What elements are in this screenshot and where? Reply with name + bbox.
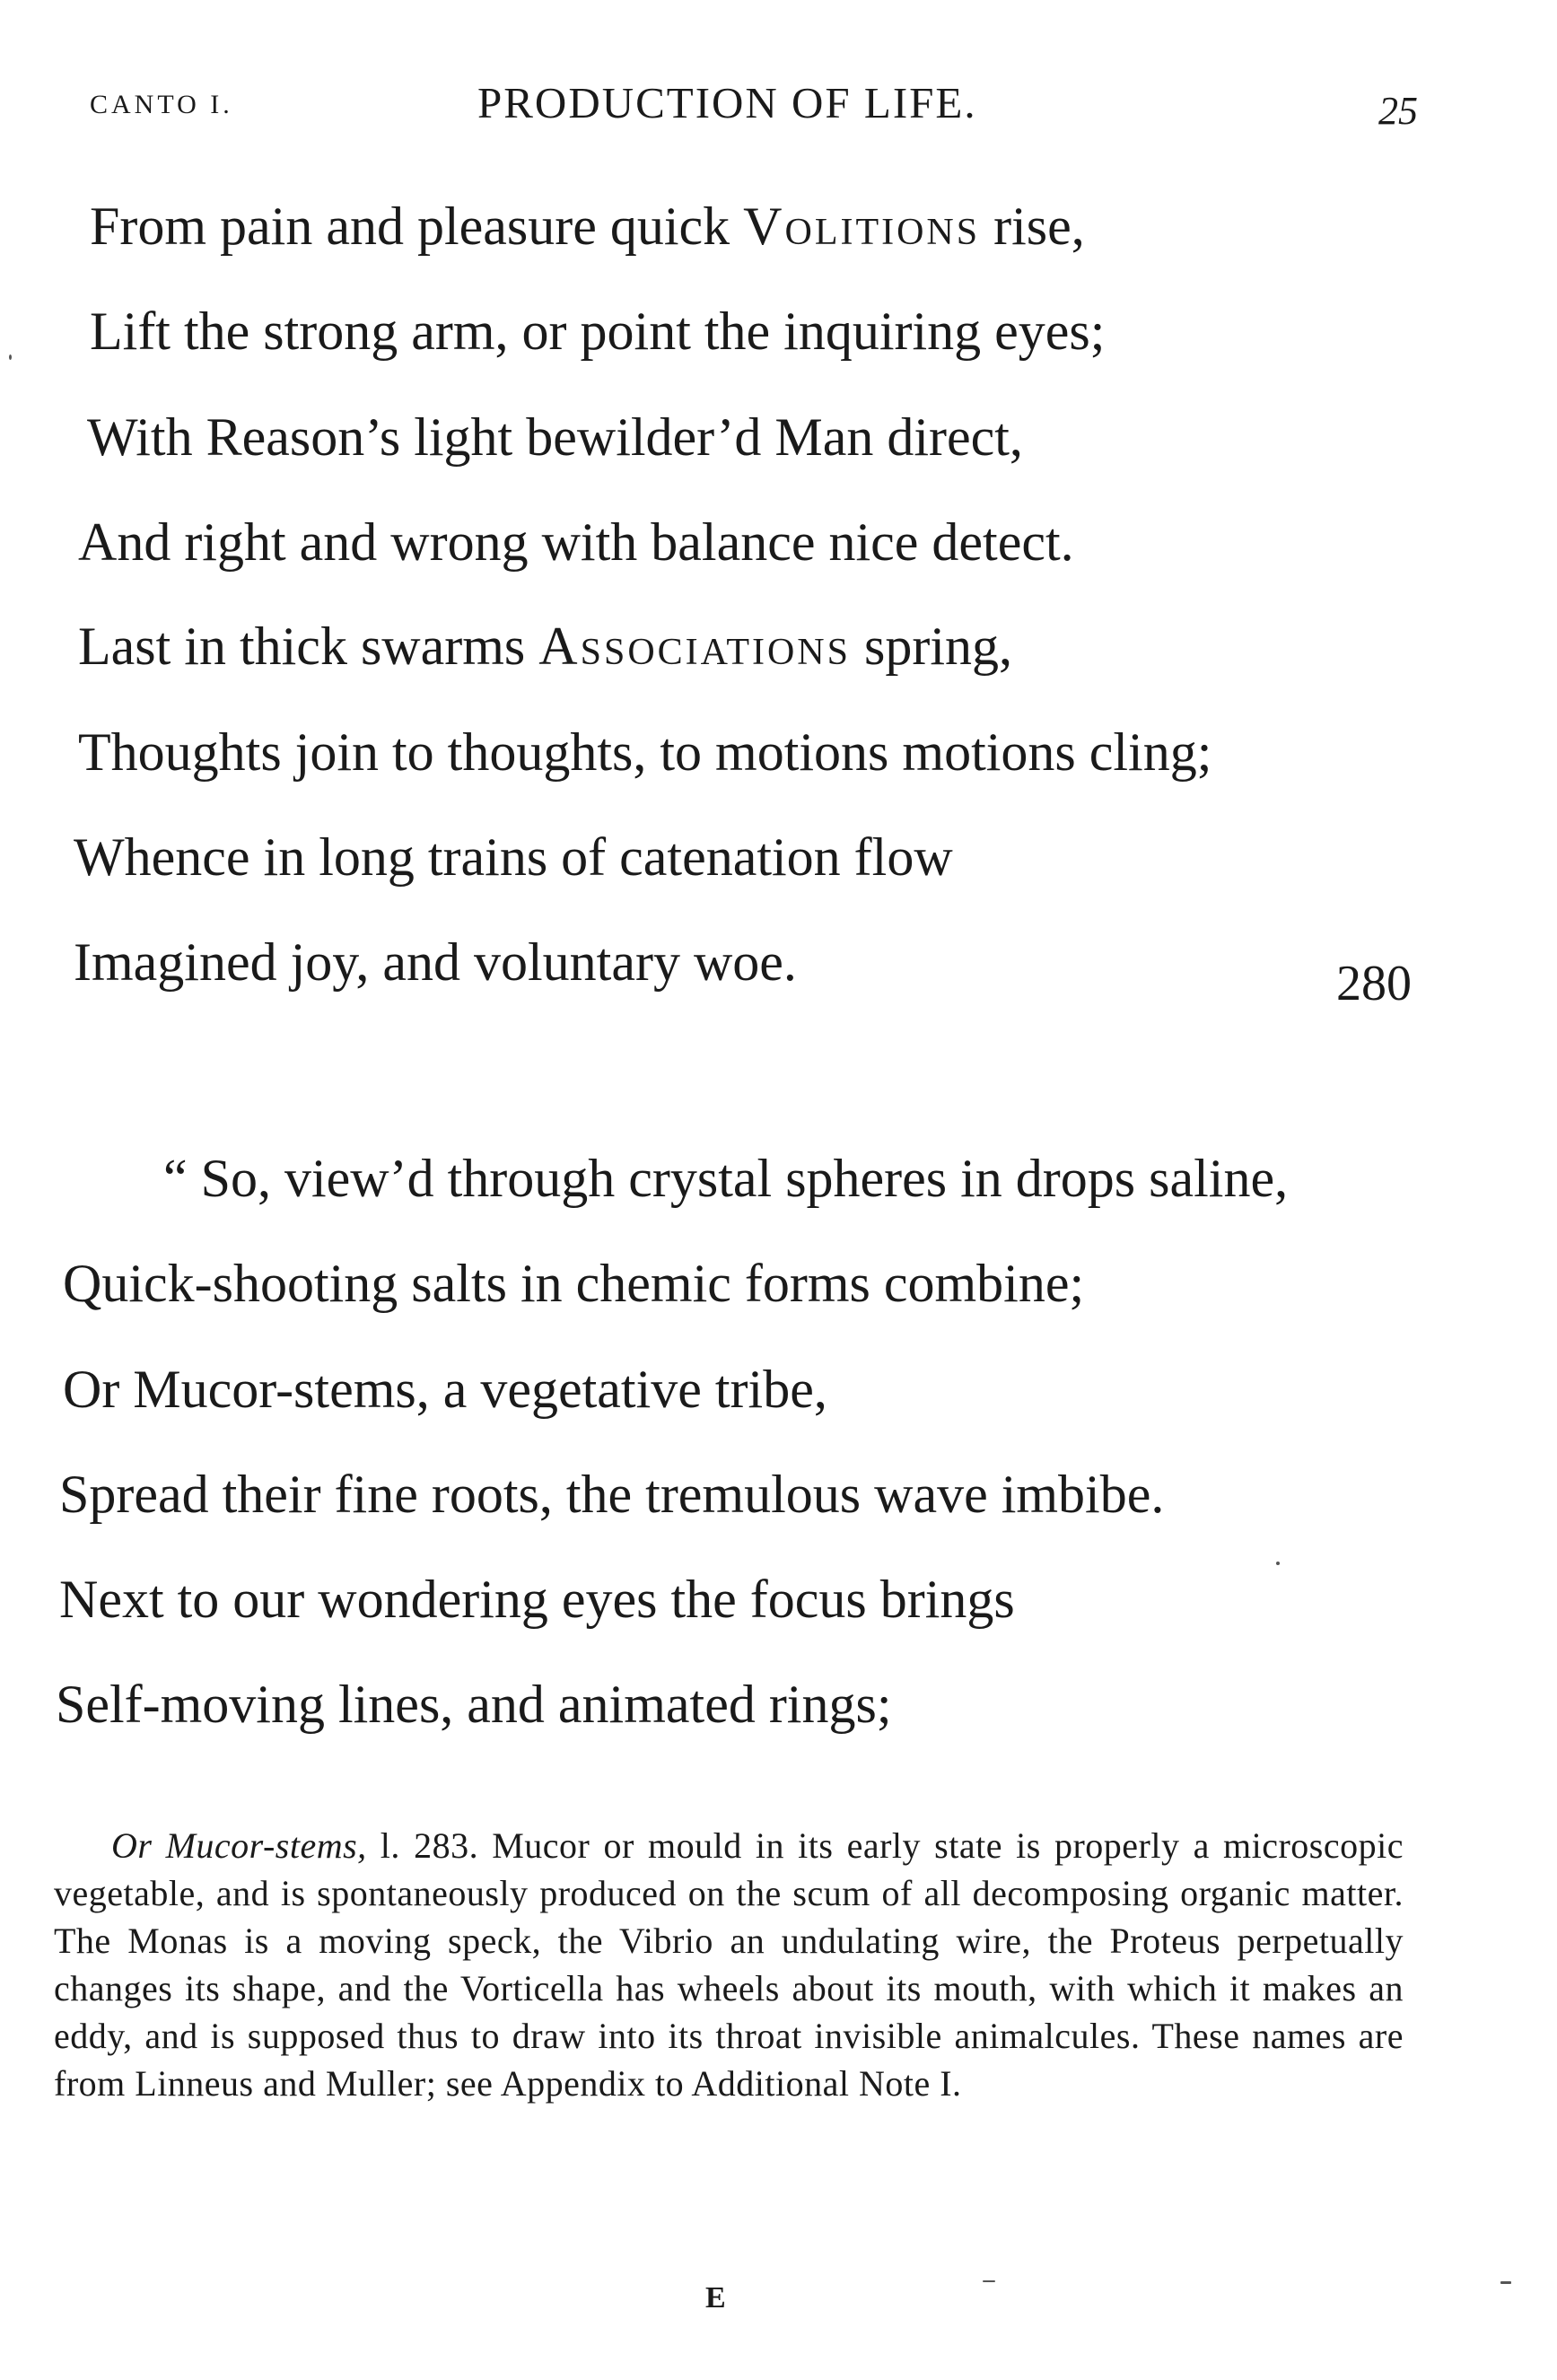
running-header [90,77,1418,140]
scan-speck [1276,1562,1280,1565]
scan-speck [1500,2281,1511,2284]
footnote-body: l. 283. Mucor or mould in its early state is properly a microscopic vegetable, and is spontaneously produced on the scum of all decomposing organic matter. The Monas is a moving speck, the Vibrio an undulating wire, the Proteus perpetually changes its shape, and the Vorticella has wheels about its mouth, with which it makes an eddy, and is supposed thus to draw into its throat invisible animalcules. These names are from Linneus and Muller; see Appendix to Additional Note I. [54,1825,1404,2104]
verse-line: Thoughts join to thoughts, to motions motions cling; [78,722,1212,782]
verse-line: With Reason’s light bewilder’d Man direct, [87,407,1023,467]
verse-line: Whence in long trains of catenation flow [74,827,953,887]
verse-line: Lift the strong arm, or point the inquiring eyes; [90,302,1106,361]
verse-line: Self-moving lines, and animated rings; [56,1675,892,1734]
signature-mark: E [705,2281,726,2314]
verse-line: Spread their fine roots, the tremulous wave imbibe. [59,1465,1165,1524]
scan-speck [9,354,12,360]
verse-line: Next to our wondering eyes the focus brings [59,1570,1015,1629]
page-title: PRODUCTION OF LIFE. [477,78,977,127]
canto-label: CANTO I. [90,90,233,119]
line-number: 280 [1336,956,1412,1011]
verse-line: “ So, view’d through crystal spheres in drops saline, [163,1149,1289,1208]
verse-line: From pain and pleasure quick Volitions rise, [90,197,1085,256]
page-number: 25 [1378,89,1418,133]
verse-line: Quick-shooting salts in chemic forms combine; [63,1254,1085,1313]
scan-speck [983,2280,995,2282]
verse-line: And right and wrong with balance nice detect. [78,512,1074,572]
footnote-reference: Or Mucor-stems, [111,1825,367,1866]
footnote [54,1822,1404,2107]
verse-line: Imagined joy, and voluntary woe. [74,932,797,992]
verse-line: Last in thick swarms Associations spring, [78,617,1012,676]
verse-line: Or Mucor-stems, a vegetative tribe, [63,1360,827,1419]
